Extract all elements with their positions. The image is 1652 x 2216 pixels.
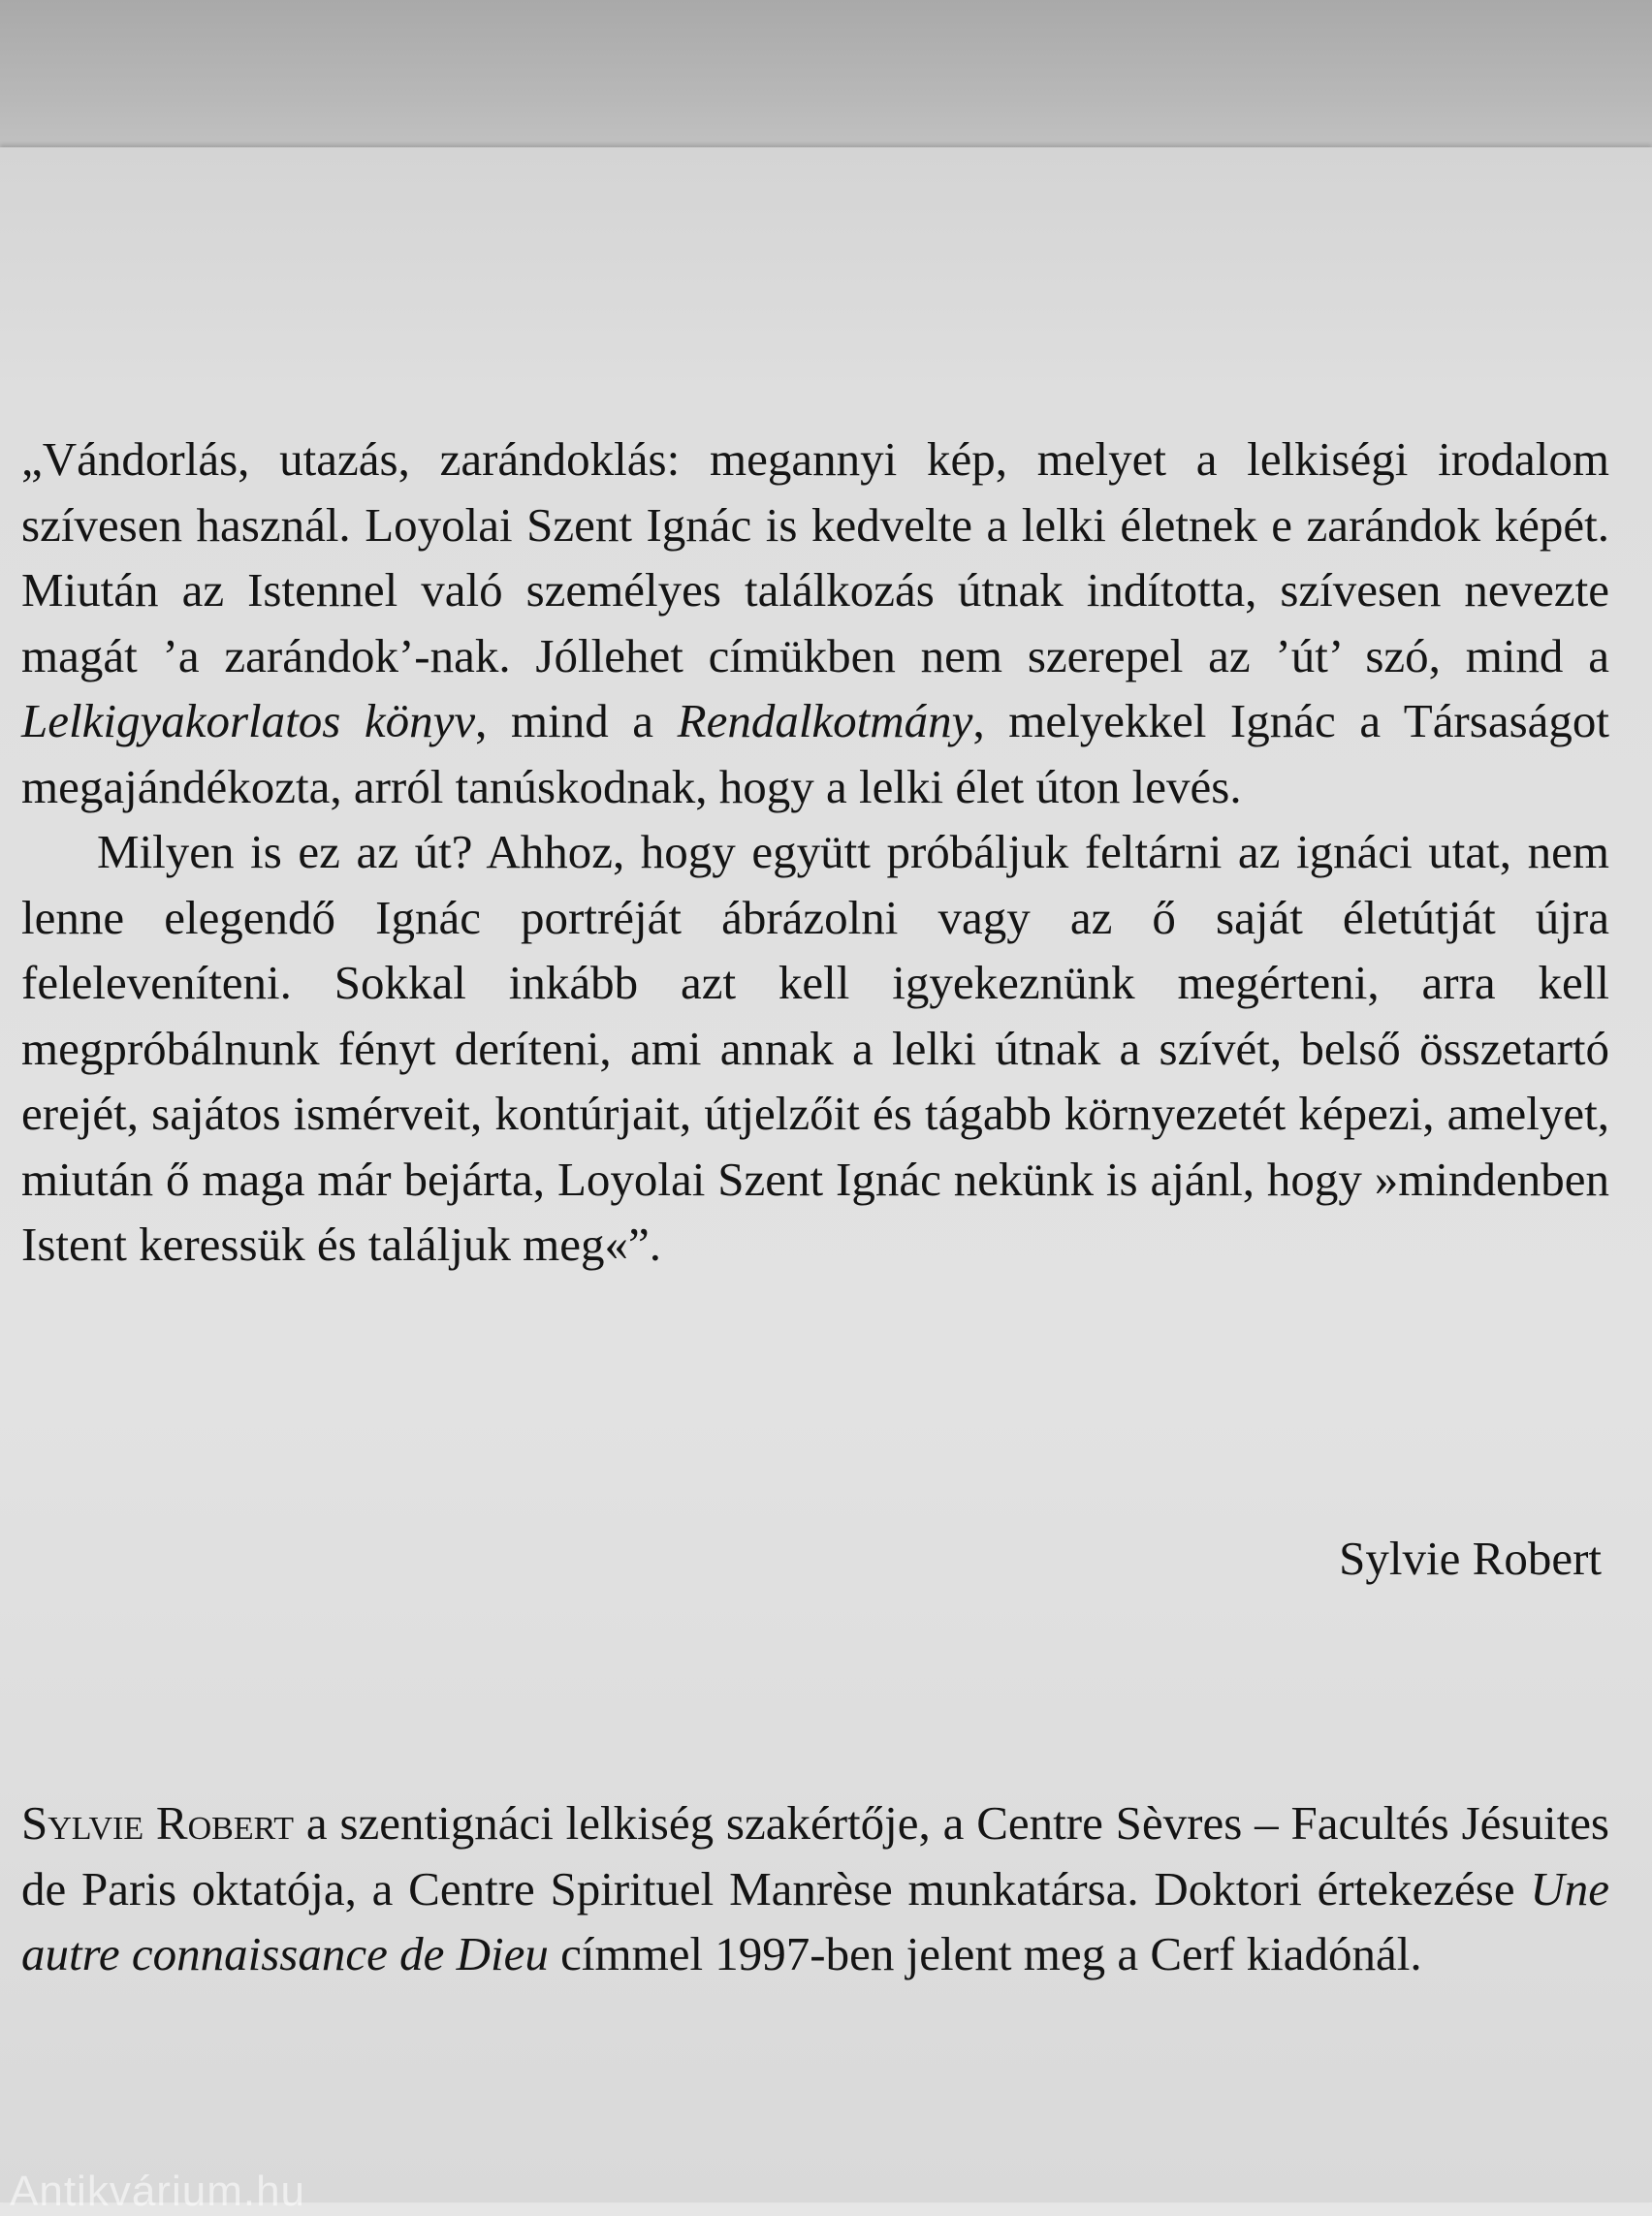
thesis-title: Une autre connaissance de Dieu bbox=[21, 1861, 1609, 1980]
quote-p1-text-b: , mind a bbox=[475, 694, 678, 747]
quote-paragraph-2: Milyen is ez az út? Ahhoz, hogy együtt próbáljuk feltárni az ignáci utat, nem lenne elegendő Ignác portréját ábrázolni vagy az ő saját életútját újra feleleveníteni. Sokkal inkább azt kell igyekeznünk megérteni, arra kell megpróbálnunk fényt deríteni, ami annak a lelki útnak a szívét, belső összetartó erejét, sajátos ismérveit, kontúrjait, útjelzőit és tágabb környezetét képezi, amelyet, miután ő maga már bejárta, Loyolai Szent Ignác nekünk is ajánl, hogy »mindenben Istent keressük és találjuk meg«”. bbox=[21, 825, 1609, 1271]
bio-text-a: a szentignáci lelkiség szakértője, a Centre Sèvres – Facultés Jésuites de Paris oktatója, a Centre Spirituel Manrèse munkatársa. Doktori értekezése bbox=[21, 1796, 1610, 1915]
author-bio bbox=[21, 1790, 1609, 1987]
book-page bbox=[0, 147, 1652, 2215]
bio-paragraph bbox=[21, 1790, 1609, 1987]
watermark: Antikvárium.hu bbox=[10, 2168, 306, 2215]
bio-author-name: Sylvie Robert bbox=[21, 1796, 295, 1850]
quote-p1-text-c: , melyekkel Ignác a Társaságot megajándékozta, arról tanúskodnak, hogy a lelki élet úton levés. bbox=[21, 694, 1610, 813]
author-signature: Sylvie Robert bbox=[1339, 1532, 1602, 1585]
book-title-lelkigyakorlatos: Lelkigyakorlatos könyv bbox=[21, 694, 476, 747]
quote-block bbox=[21, 427, 1609, 1278]
book-title-rendalkotmany: Rendalkotmány bbox=[677, 694, 973, 747]
quote-paragraph-1 bbox=[21, 427, 1609, 819]
quote-p1-text-a: „Vándorlás, utazás, zarándoklás: megannyi kép, melyet a lelkiségi irodalom szívesen használ. Loyolai Szent Ignác is kedvelte a lelki életnek e zarándok képét. Miután az Istennel való személyes találkozás útnak indította, szívesen nevezte magát ’a zarándok’-nak. Jóllehet címükben nem szerepel az ’út’ szó, mind a bbox=[21, 432, 1609, 682]
bio-text-b: címmel 1997-ben jelent meg a Cerf kiadónál. bbox=[548, 1927, 1422, 1980]
background-surface bbox=[0, 0, 1652, 155]
